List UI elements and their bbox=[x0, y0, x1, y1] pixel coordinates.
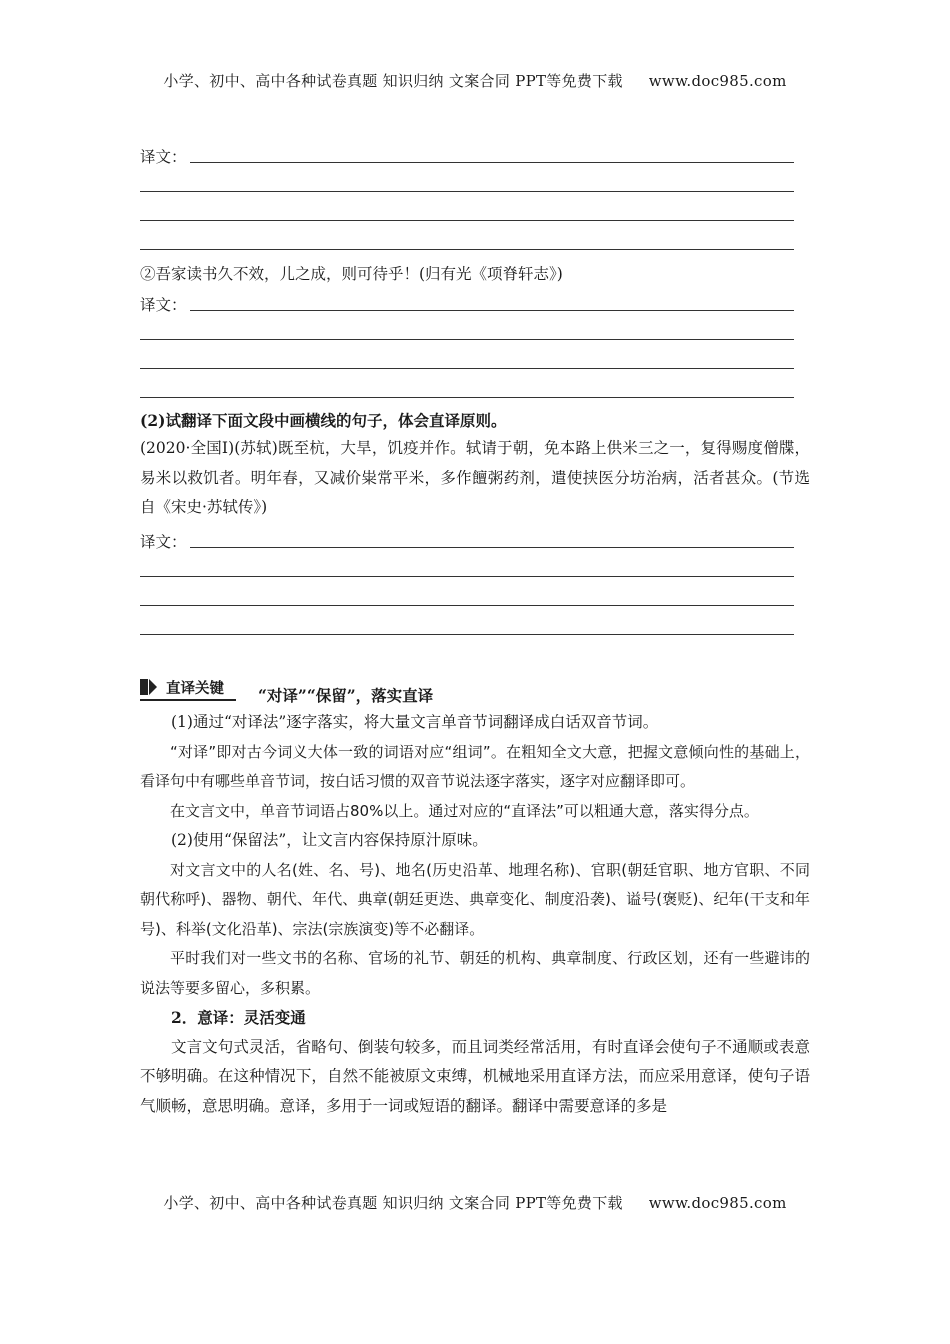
method1-paragraph-1: “对译”即对古今词义大体一致的词语对应“组词”。在粗知全文大意，把握文意倾向性的基础上，看译句中有哪些单音节词，按白话习惯的双音节说法逐字落实，逐字对应翻译即可。 bbox=[140, 742, 810, 790]
section2-paragraph-1: 文言文句式灵活，省略句、倒装句较多，而且词类经常活用，有时直译会使句子不通顺或表意不够明确。在这种情况下，自然不能被原文束缚，机械地采用直译方法，而应采用意译，使句子语气顺畅，意思明确。意译，多用于一词或短语的翻译。翻译中需要意译的多是 bbox=[140, 1037, 810, 1115]
header-text: 小学、初中、高中各种试卷真题 知识归纳 文案合同 PPT等免费下载 bbox=[163, 72, 623, 90]
answer-line bbox=[140, 191, 794, 192]
footer-text: 小学、初中、高中各种试卷真题 知识归纳 文案合同 PPT等免费下载 bbox=[163, 1194, 623, 1212]
section-marker-icon bbox=[140, 678, 158, 696]
answer-line bbox=[140, 368, 794, 369]
answer-line bbox=[140, 576, 794, 577]
key-tag-label: 直译关键 bbox=[166, 680, 224, 697]
header-site: www.doc985.com bbox=[648, 72, 787, 90]
method2-title: (2)使用“保留法”，让文言内容保持原汁原味。 bbox=[171, 831, 488, 849]
page-header bbox=[0, 70, 950, 91]
passage-text: (2020·全国Ⅰ)(苏轼)既至杭，大旱，饥疫并作。轼请于朝，免本路上供米三之一，复得赐度僧牒，易米以救饥者。明年春，又减价粜常平米，多作饘粥药剂，遣使挟医分坊治病，活者甚众。(节选自《宋史·苏轼传》) bbox=[140, 439, 810, 516]
answer-line bbox=[190, 162, 794, 163]
question-2-sentence: ②吾家读书久不效，儿之成，则可待乎！(归有光《项脊轩志》) bbox=[140, 265, 563, 283]
answer-line bbox=[140, 634, 794, 635]
method1-paragraph-2: 在文言文中，单音节词语占80%以上。通过对应的“直译法”可以粗通大意，落实得分点。 bbox=[170, 801, 759, 820]
method2-paragraph-1: 对文言文中的人名(姓、名、号)、地名(历史沿革、地理名称)、官职(朝廷官职、地方官职、不同朝代称呼)、器物、朝代、年代、典章(朝廷更迭、典章变化、制度沿袭)、谥号(褒贬)、纪年(干支和年号)、科举(文化沿革)、宗法(宗族演变)等不必翻译。 bbox=[140, 860, 810, 938]
section2-title: 2．意译：灵活变通 bbox=[171, 1008, 306, 1027]
translation-label-2: 译文： bbox=[140, 296, 187, 314]
translation-label-3: 译文： bbox=[140, 533, 187, 551]
method1-title: (1)通过“对译法”逐字落实，将大量文言单音节词翻译成白话双音节词。 bbox=[171, 713, 659, 731]
part2-title: (2)试翻译下面文段中画横线的句子，体会直译原则。 bbox=[140, 411, 507, 430]
method2-paragraph-2: 平时我们对一些文书的名称、官场的礼节、朝廷的机构、典章制度、行政区划，还有一些避讳的说法等要多留心，多积累。 bbox=[140, 949, 810, 997]
answer-line bbox=[190, 310, 794, 311]
translation-label-1: 译文： bbox=[140, 148, 187, 166]
answer-line bbox=[140, 397, 794, 398]
key-tag bbox=[140, 676, 224, 698]
answer-line bbox=[140, 220, 794, 221]
answer-line bbox=[140, 339, 794, 340]
footer-site: www.doc985.com bbox=[648, 1194, 787, 1212]
answer-line bbox=[190, 547, 794, 548]
key-title: “对译”“保留”，落实直译 bbox=[258, 686, 434, 705]
answer-line bbox=[140, 605, 794, 606]
methods-body bbox=[140, 708, 810, 1121]
page-footer bbox=[0, 1192, 950, 1213]
key-tag-underline bbox=[140, 699, 236, 701]
part2-passage bbox=[140, 434, 810, 523]
answer-line bbox=[140, 249, 794, 250]
